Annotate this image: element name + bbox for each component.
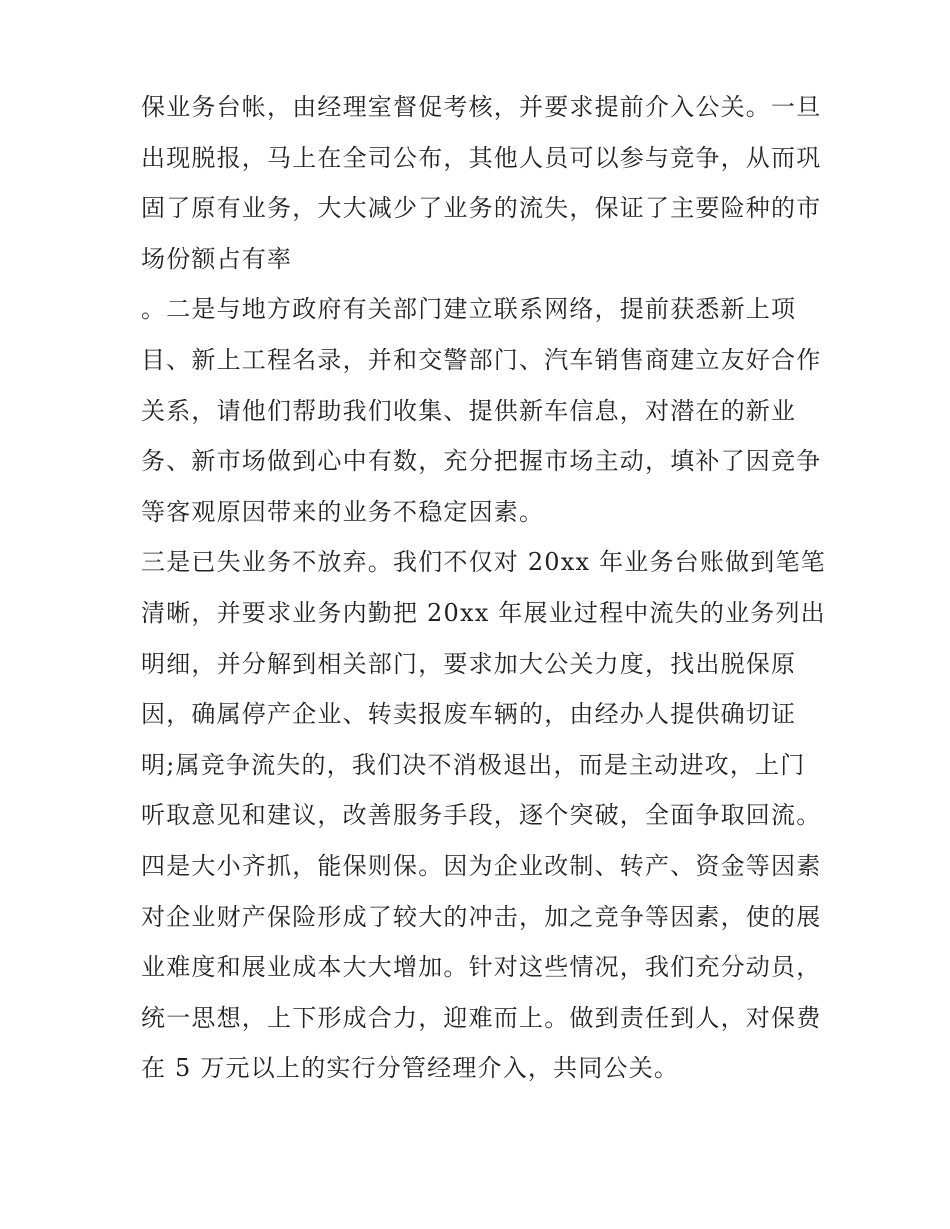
text-line: 听取意见和建议，改善服务手段，逐个突破，全面争取回流。 (141, 801, 822, 830)
text-line: 清晰，并要求业务内勤把 20xx 年展业过程中流失的业务列出 (141, 598, 826, 627)
text-line: 因，确属停产企业、转卖报废车辆的，由经办人提供确切证 (141, 700, 797, 729)
text-line: 明细，并分解到相关部门，要求加大公关力度，找出脱保原 (141, 649, 797, 678)
text-line: 固了原有业务，大大减少了业务的流失，保证了主要险种的市 (141, 194, 822, 223)
text-line: 对企业财产保险形成了较大的冲击，加之竞争等因素，使的展 (141, 902, 822, 931)
text-line: 四是大小齐抓，能保则保。因为企业改制、转产、资金等因素 (141, 851, 822, 880)
text-line: 业难度和展业成本大大增加。针对这些情况，我们充分动员， (141, 953, 822, 982)
text-line: 务、新市场做到心中有数，充分把握市场主动，填补了因竞争 (141, 447, 822, 476)
text-line: 保业务台帐，由经理室督促考核，并要求提前介入公关。一旦 (141, 93, 822, 121)
text-line: 统一思想，上下形成合力，迎难而上。做到责任到人，对保费 (141, 1003, 822, 1032)
text-line: 。二是与地方政府有关部门建立联系网络，提前获悉新上项 (141, 295, 797, 324)
text-line: 目、新上工程名录，并和交警部门、汽车销售商建立友好合作 (141, 345, 822, 374)
text-line: 三是已失业务不放弃。我们不仅对 20xx 年业务台账做到笔笔 (141, 548, 826, 577)
text-line: 关系，请他们帮助我们收集、提供新车信息，对潜在的新业 (141, 396, 797, 425)
document-body (141, 82, 826, 1094)
text-line: 出现脱报，马上在全司公布，其他人员可以参与竞争，从而巩 (141, 143, 822, 172)
text-line: 场份额占有率 (141, 244, 293, 273)
text-line: 等客观原因带来的业务不稳定因素。 (141, 497, 545, 526)
text-line: 明;属竞争流失的，我们决不消极退出，而是主动进攻，上门 (141, 750, 806, 779)
text-line: 在 5 万元以上的实行分管经理介入，共同公关。 (141, 1054, 680, 1083)
